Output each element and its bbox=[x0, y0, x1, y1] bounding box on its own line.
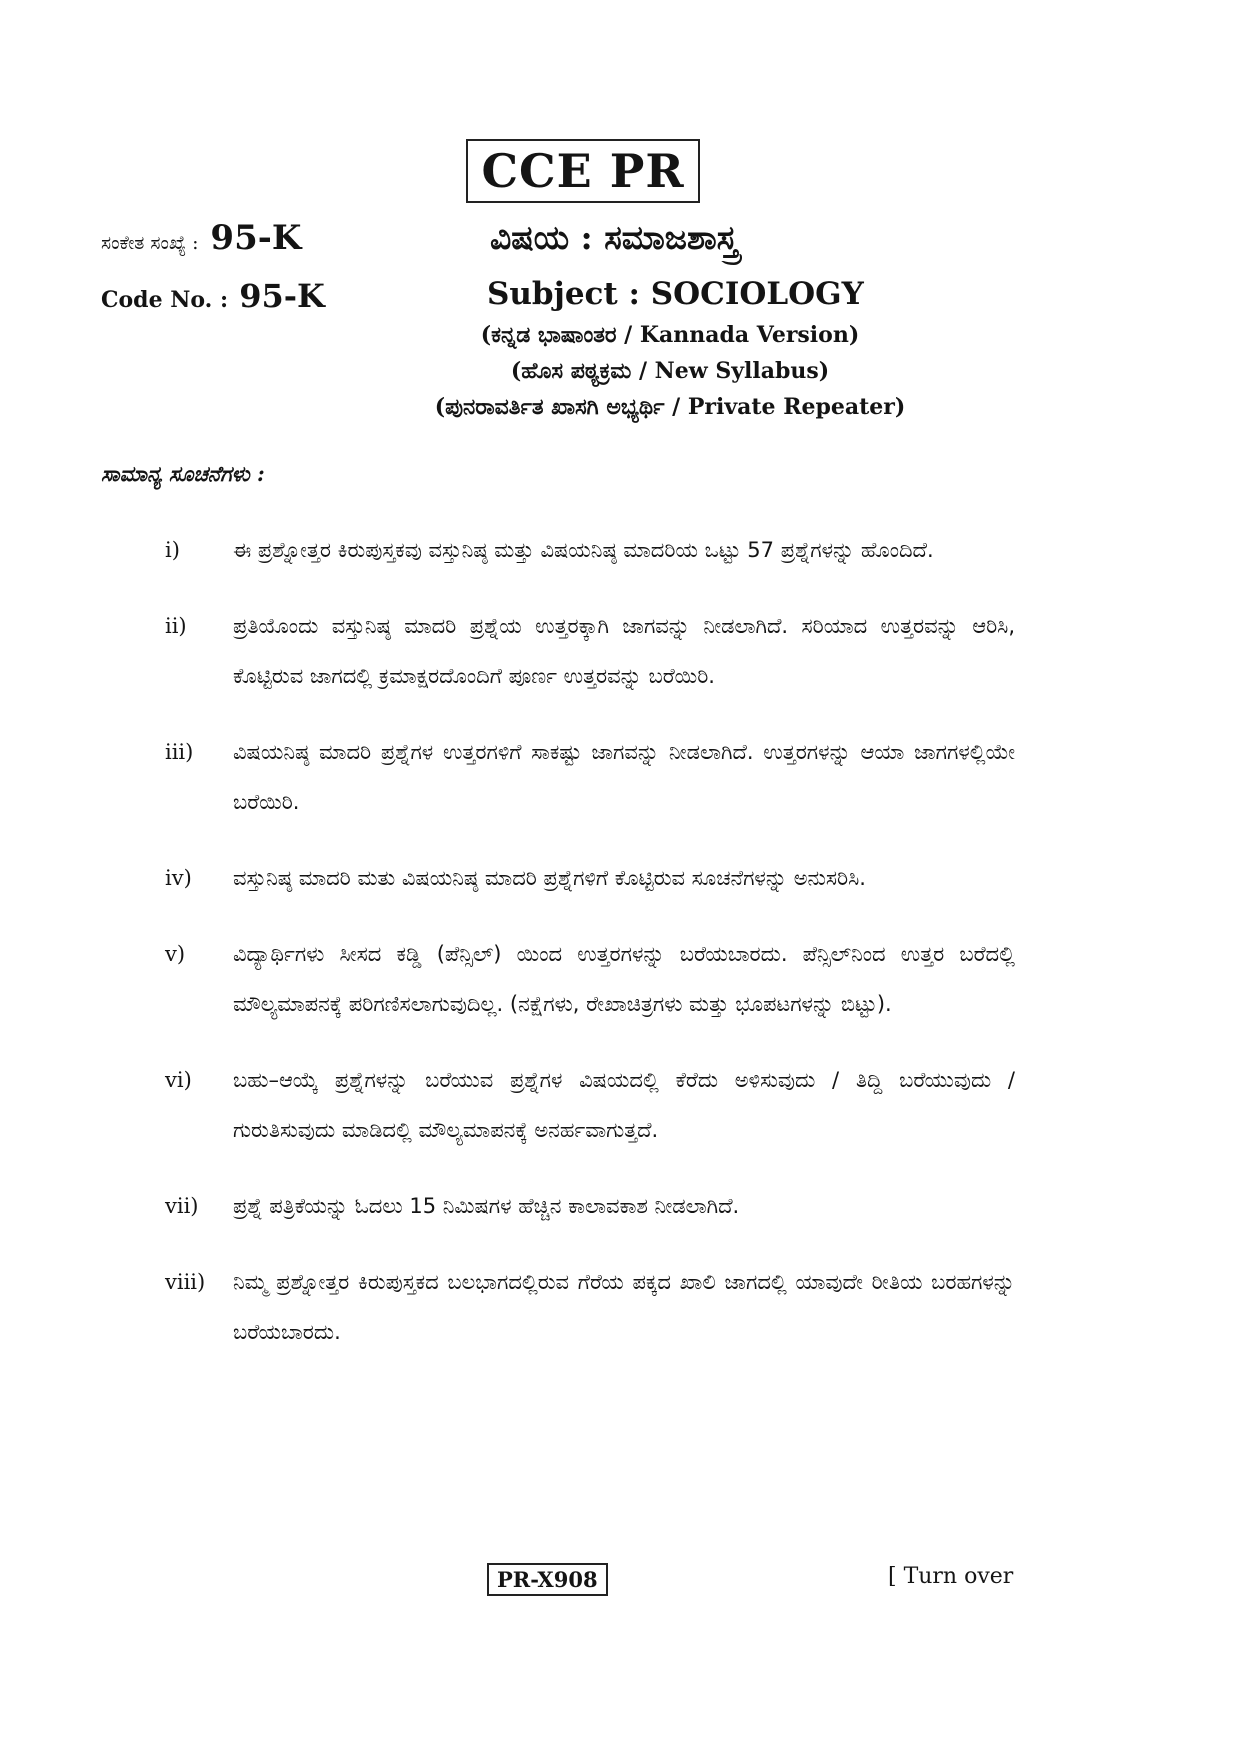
instruction-text: ನಿಮ್ಮ ಪ್ರಶ್ನೋತ್ತರ ಕಿರುಪುಸ್ತಕದ ಬಲಭಾಗದಲ್ಲಿರುವ ಗೆರೆಯ ಪಕ್ಕದ ಖಾಲಿ ಜಾಗದಲ್ಲಿ ಯಾವುದೇ ರೀತಿಯ ಬರಹಗಳನ್ನು ಬರೆಯಬಾರದು. bbox=[233, 1270, 1015, 1344]
code-en-value: 95-K bbox=[239, 277, 325, 315]
instruction-text: ಬಹು–ಆಯ್ಕೆ ಪ್ರಶ್ನೆಗಳನ್ನು ಬರೆಯುವ ಪ್ರಶ್ನೆಗಳ ವಿಷಯದಲ್ಲಿ ಕೆರೆದು ಅಳಿಸುವುದು / ತಿದ್ದಿ ಬರೆಯುವುದು / ಗುರುತಿಸುವುದು ಮಾಡಿದಲ್ಲಿ ಮೌಲ್ಯಮಾಪನಕ್ಕೆ ಅನರ್ಹವಾಗುತ್ತದೆ. bbox=[233, 1068, 1015, 1142]
instruction-number: iii) bbox=[165, 740, 194, 764]
subject-kannada: ವಿಷಯ : ಸಮಾಜಶಾಸ್ತ್ರ bbox=[490, 218, 739, 257]
instruction-number: vii) bbox=[165, 1194, 199, 1218]
turn-over-note: [ Turn over bbox=[888, 1564, 1014, 1589]
code-number-english bbox=[101, 277, 325, 315]
instruction-item bbox=[165, 853, 1015, 903]
code-number-kannada bbox=[101, 218, 301, 258]
exam-title: CCE PR bbox=[481, 144, 685, 198]
instruction-number: ii) bbox=[165, 614, 187, 638]
instruction-text: ಈ ಪ್ರಶ್ನೋತ್ತರ ಕಿರುಪುಸ್ತಕವು ವಸ್ತುನಿಷ್ಠ ಮತ್ತು ವಿಷಯನಿಷ್ಠ ಮಾದರಿಯ ಒಟ್ಟು 57 ಪ್ರಶ್ನೆಗಳನ್ನು ಹೊಂದಿದೆ. bbox=[233, 538, 934, 562]
instruction-number: iv) bbox=[165, 866, 192, 890]
instruction-item bbox=[165, 929, 1015, 1029]
instruction-item bbox=[165, 525, 1015, 575]
instruction-text: ಪ್ರಶ್ನೆ ಪತ್ರಿಕೆಯನ್ನು ಓದಲು 15 ನಿಮಿಷಗಳ ಹೆಚ್ಚಿನ ಕಾಲಾವಕಾಶ ನೀಡಲಾಗಿದೆ. bbox=[233, 1194, 740, 1218]
instruction-number: v) bbox=[165, 942, 186, 966]
syllabus-line: (ಹೊಸ ಪಠ್ಯಕ್ರಮ / New Syllabus) bbox=[510, 358, 830, 384]
instruction-item bbox=[165, 1181, 1015, 1231]
version-line: (ಕನ್ನಡ ಭಾಷಾಂತರ / Kannada Version) bbox=[480, 322, 860, 348]
instruction-text: ಪ್ರತಿಯೊಂದು ವಸ್ತುನಿಷ್ಠ ಮಾದರಿ ಪ್ರಶ್ನೆಯ ಉತ್ತರಕ್ಕಾಗಿ ಜಾಗವನ್ನು ನೀಡಲಾಗಿದೆ. ಸರಿಯಾದ ಉತ್ತರವನ್ನು ಆರಿಸಿ, ಕೊಟ್ಟಿರುವ ಜಾಗದಲ್ಲಿ ಕ್ರಮಾಕ್ಷರದೊಂದಿಗೆ ಪೂರ್ಣ ಉತ್ತರವನ್ನು ಬರೆಯಿರಿ. bbox=[233, 614, 1015, 688]
instruction-number: vi) bbox=[165, 1068, 192, 1092]
instructions-list bbox=[165, 525, 1015, 1383]
instruction-item bbox=[165, 1055, 1015, 1155]
instruction-item bbox=[165, 601, 1015, 701]
exam-title-box bbox=[466, 139, 700, 203]
subject-english: Subject : SOCIOLOGY bbox=[487, 276, 864, 312]
code-kn-value: 95-K bbox=[210, 218, 302, 258]
instruction-text: ವಸ್ತುನಿಷ್ಠ ಮಾದರಿ ಮತು ವಿಷಯನಿಷ್ಠ ಮಾದರಿ ಪ್ರಶ್ನೆಗಳಿಗೆ ಕೊಟ್ಟಿರುವ ಸೂಚನೆಗಳನ್ನು ಅನುಸರಿಸಿ. bbox=[233, 866, 866, 890]
instruction-number: viii) bbox=[165, 1270, 206, 1294]
code-en-label: Code No. : bbox=[101, 287, 229, 313]
code-kn-label: ಸಂಕೇತ ಸಂಖ್ಯೆ : bbox=[101, 232, 199, 254]
general-instructions-title: ಸಾಮಾನ್ಯ ಸೂಚನೆಗಳು : bbox=[101, 461, 265, 486]
instruction-number: i) bbox=[165, 538, 180, 562]
instruction-text: ವಿದ್ಯಾರ್ಥಿಗಳು ಸೀಸದ ಕಡ್ಡಿ (ಪೆನ್ಸಿಲ್) ಯಿಂದ ಉತ್ತರಗಳನ್ನು ಬರೆಯಬಾರದು. ಪೆನ್ಸಿಲ್‌ನಿಂದ ಉತ್ತರ ಬರೆದಲ್ಲಿ ಮೌಲ್ಯಮಾಪನಕ್ಕೆ ಪರಿಗಣಿಸಲಾಗುವುದಿಲ್ಲ. (ನಕ್ಷೆಗಳು, ರೇಖಾಚಿತ್ರಗಳು ಮತ್ತು ಭೂಪಟಗಳನ್ನು ಬಿಟ್ಟು). bbox=[233, 942, 1015, 1016]
instruction-item bbox=[165, 727, 1015, 827]
candidate-line: (ಪುನರಾವರ್ತಿತ ಖಾಸಗಿ ಅಭ್ಯರ್ಥಿ / Private Repeater) bbox=[434, 394, 906, 420]
paper-code-box: PR-X908 bbox=[487, 1563, 608, 1596]
instruction-item bbox=[165, 1257, 1015, 1357]
instruction-text: ವಿಷಯನಿಷ್ಠ ಮಾದರಿ ಪ್ರಶ್ನೆಗಳ ಉತ್ತರಗಳಿಗೆ ಸಾಕಷ್ಟು ಜಾಗವನ್ನು ನೀಡಲಾಗಿದೆ. ಉತ್ತರಗಳನ್ನು ಆಯಾ ಜಾಗಗಳಲ್ಲಿಯೇ ಬರೆಯಿರಿ. bbox=[233, 740, 1015, 814]
